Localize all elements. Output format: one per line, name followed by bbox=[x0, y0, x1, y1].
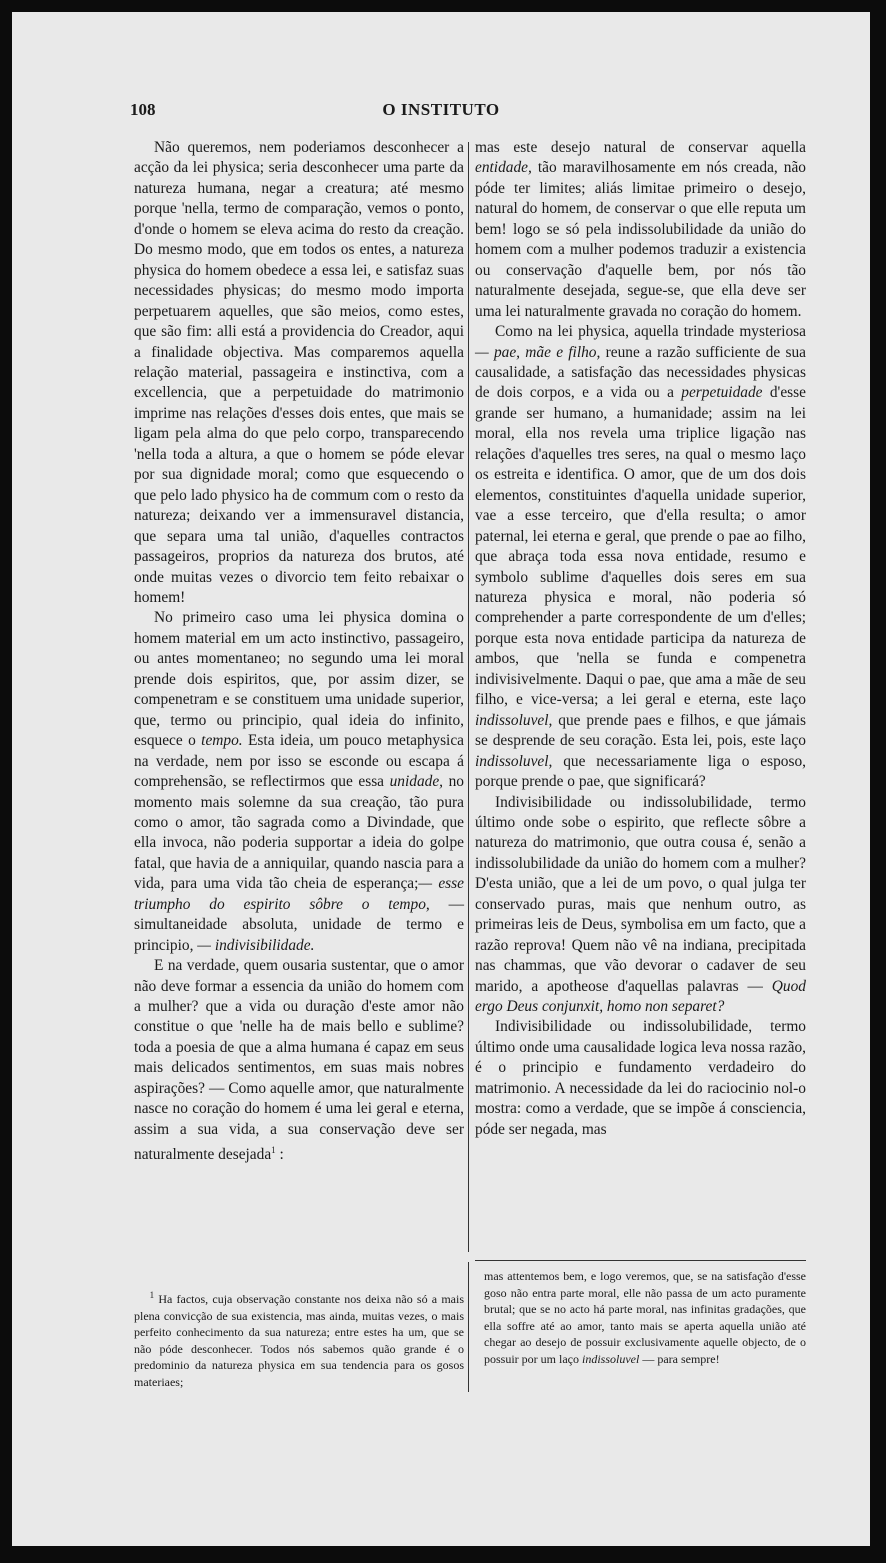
journal-page bbox=[12, 12, 870, 1546]
paragraph: Indivisibilidade ou indissolubilidade, termo último onde uma causalidade logica leva nossa razão, é o principio e fundamento verdadeiro do matrimonio. A necessidade da lei do raciocinio nol-o mostra: como a verdade, que se impõe á consciencia, póde ser negada, mas bbox=[475, 1018, 806, 1138]
paragraph: mas este desejo natural de conservar aquella entidade, tão maravilhosamente em nós creada, não póde ter limites; aliás limitae primeiro o desejo, natural do homem, de conservar o que elle reputa um bem! logo se só pela indissolubilidade da união do homem com a mulher podemos traduzir a existencia ou conservação d'aquelle bem, por nós tão naturalmente desejada, segue-se, que ella deve ser uma lei naturalmente gravada no coração do homem. bbox=[475, 139, 806, 320]
footnote-right: mas attentemos bem, e logo veremos, que, se na satisfação d'esse goso não entra parte moral, elle não passa de um acto puramente brutal; que se no acto há parte moral, nas infinitas gradações, que ella soffre até ao amor, tanto mais se aperta aquella união até chegar ao desejo de possuir exclusivamente aquelle objecto, de o possuir por um laço indissoluvel — para sempre! bbox=[484, 1269, 806, 1366]
paragraph: E na verdade, quem ousaria sustentar, que o amor não deve formar a essencia da união do homem com a mulher? que a vida ou duração d'este amor não constitue o que 'nelle ha de mais bello e sublime? toda a poesia de que a alma humana é capaz em seus mais delicados sentimentos, em suas mais nobres aspirações? — Como aquelle amor, que naturalmente nasce no coração do homem é uma lei geral e eterna, assim a sua vida, a sua conservação deve ser naturalmente desejada$^1$ : bbox=[134, 957, 464, 1164]
right-column bbox=[475, 138, 806, 1140]
column-divider bbox=[468, 142, 469, 1252]
footnote-left: $^1$ Ha factos, cuja observação constante nos deixa não só a mais plena convicção de sua existencia, mas ainda, muitas vezes, o mais perfeito conhecimento da sua natureza; entre estes ha um, que se não póde desconhecer. Todos nós sabemos quão grande é o predominio da natureza physica em sua tendencia para os gosos materiaes; bbox=[134, 1290, 465, 1389]
footnote-divider bbox=[468, 1262, 469, 1392]
footnote-marker: 1 bbox=[271, 1145, 276, 1156]
journal-title: O INSTITUTO bbox=[382, 100, 500, 119]
footnote-rule bbox=[475, 1260, 806, 1261]
left-column bbox=[134, 138, 464, 1166]
paragraph: Como na lei physica, aquella trindade mysteriosa— pae, mãe e filho, reune a razão sufficiente de sua causalidade, a satisfação das necessidades physicas de dois corpos, e a vida ou a perpetuidade d'esse grande ser humano, a humanidade; assim na lei moral, ella nos revela uma triplice ligação nas relações d'aquelles tres seres, na qual o mesmo laço os estreita e identifica. O amor, que de um dos dois elementos, constituintes d'aquella unidade superior, vae a esse terceiro, que d'ella resulta; o amor paternal, lei eterna e geral, que prende o pae ao filho, que abraça toda essa nova entidade, resumo e symbolo sublime d'aquelles dois seres em sua natureza physica e moral, não poderia só comprehender a parte correspondente de um d'elles; porque esta nova entidade participa da natureza de ambos, que 'nella se funda e compenetra indivisivelmente. Daqui o pae, que ama a mãe de seu filho, e vice-versa; a lei geral e eterna, este laço indissoluvel, que prende paes e filhos, e que jámais se desprende de seu coração. Esta lei, pois, este laço indissoluvel, que necessariamente liga o esposo, porque prende o pae, que significará? bbox=[475, 323, 806, 791]
paragraph: Indivisibilidade ou indissolubilidade, termo último onde sobe o espirito, que reflecte sôbre a natureza do matrimonio, que outra cousa é, senão a indissolubilidade da união do homem com a mulher? D'esta união, que a lei de um povo, o qual julga ter conservado puras, mais que nenhum outro, as primeiras leis de Deus, symbolisa em um facto, que a razão reprova! Quem não vê na indiana, precipitada nas chammas, que vão devorar o cadaver de seu marido, a apotheose d'aquellas palavras — Quod ergo Deus conjunxit, homo non separet? bbox=[475, 793, 806, 1016]
footnote-number: 1 bbox=[149, 1290, 155, 1300]
running-header bbox=[12, 100, 870, 124]
paragraph: Não queremos, nem poderiamos desconhecer a acção da lei physica; seria desconhecer uma parte da natureza humana, negar a creatura; até mesmo porque 'nella, termo de comparação, vemos o ponto, d'onde o homem se eleva acima do resto da creação. Do mesmo modo, que em todos os entes, a natureza physica do homem obedece a essa lei, e satisfaz suas necessidades physicas; do mesmo modo importa perpetuarem aquelles, que são meios, como estes, que são fim: alli está a providencia do Creador, aqui a finalidade objectiva. Mas comparemos aquella relação material, passageira e instinctiva, com a excellencia, que a perpetuidade do matrimonio imprime nas relações d'esses dois entes, que mais se ligam pela alma do que pelo corpo, transparecendo 'nella toda a altura, a que o homem se póde elevar por sua dignidade moral; como que esquecendo o que pelo lado physico ha de commum com o resto da natureza; deixando ver a immensuravel distancia, que separa uma tal união, d'aquelles contractos passageiros, proprios da natureza dos brutos, até onde muitas vezes o divorcio tem feito rebaixar o homem! bbox=[134, 139, 464, 606]
page-number: 108 bbox=[130, 100, 156, 119]
paragraph: No primeiro caso uma lei physica domina o homem material em um acto instinctivo, passageiro, ou antes momentaneo; no segundo uma lei moral prende dois espiritos, que, por assim dizer, se compenetram e se constituem uma unidade superior, que, termo ou principio, qual ideia do infinito, esquece o tempo. Esta ideia, um pouco metaphysica na verdade, nem por isso se esconde ou escapa á comprehensão, se reflectirmos que essa unidade, no momento mais solemne da sua creação, tão pura como o amor, tão sagrada como a Divindade, que ella invoca, não poderia supportar a ideia do golpe fatal, que havia de a anniquilar, quando nascia para a vida, para uma vida tão cheia de esperança;— esse triumpho do espirito sôbre o tempo, — simultaneidade absoluta, unidade de termo e principio, — indivisibilidade. bbox=[134, 609, 464, 954]
